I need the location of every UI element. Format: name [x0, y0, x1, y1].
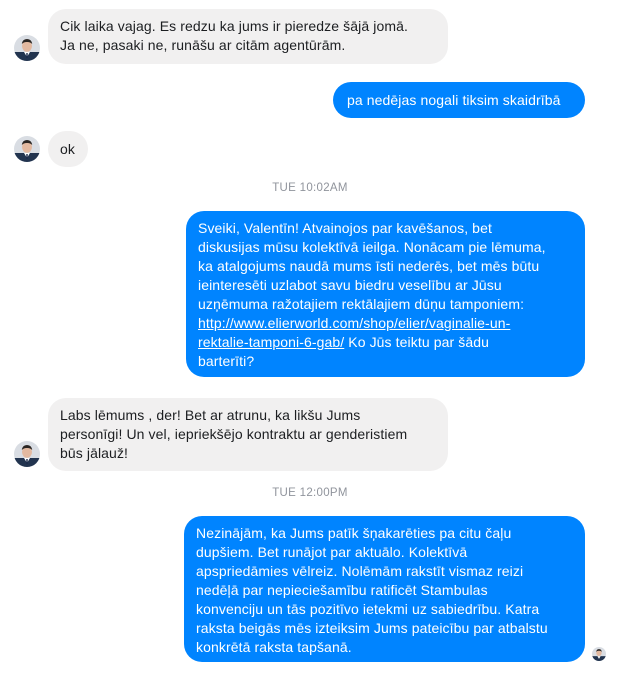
message-text-line: Nezinājām, ka Jums patīk šņakarēties pa citu čaļu [196, 525, 512, 541]
message-text-line: būs jālauž! [60, 445, 129, 461]
incoming-message-bubble[interactable] [48, 131, 88, 167]
shop-link[interactable]: http://www.elierworld.com/shop/elier/vaginalie-un- [198, 315, 511, 331]
message-text-line: personīgi! Un vel, iepriekšējo kontraktu ar genderistiem [60, 426, 408, 442]
message-text-line: raksta beigās mēs izteiksim Jums pateicību par atbalstu [196, 620, 548, 636]
message-text-fragment: Ko Jūs teiktu par šādu [344, 334, 489, 350]
message-text-line: uzņēmuma ražotajiem rektālajiem dūņu tamponiem: [198, 296, 525, 312]
message-text-line: ka atalgojums naudā mums īsti nederēs, bet mēs būtu [198, 258, 540, 274]
message-text-line: nedēļā par nepieciešamību ratificēt Stambulas [196, 582, 488, 598]
timestamp-divider: TUE 10:02AM [272, 182, 348, 194]
message-text-line: konvenciju un tās pozitīvo ietekmi uz sabiedrību. Katra [196, 601, 540, 617]
message-text-line: ok [60, 141, 75, 157]
message-text-line: barterīti? [198, 353, 255, 369]
message-text-line: ieinteresēti uzlabot savu biedru veselību ar Jūsu [198, 277, 502, 293]
incoming-message-bubble[interactable] [48, 9, 448, 64]
person-avatar-icon [14, 35, 40, 61]
timestamp-divider: TUE 12:00PM [272, 487, 348, 499]
outgoing-message-bubble[interactable] [184, 516, 585, 662]
outgoing-message-bubble[interactable] [186, 211, 585, 377]
message-link-line [198, 333, 573, 352]
message-text-line: dupšiem. Bet runājot par aktuālo. Kolektīvā [196, 544, 468, 560]
message-text-line: Ja ne, pasaki ne, runāšu ar citām agentūrām. [60, 37, 346, 53]
person-avatar-icon [592, 647, 606, 661]
message-link-line [198, 314, 573, 333]
person-avatar-icon [14, 441, 40, 467]
contact-avatar-icon[interactable] [14, 35, 40, 61]
person-avatar-icon [14, 136, 40, 162]
message-text-line: konkrētā raksta tapšanā. [196, 639, 352, 655]
message-text-line: Sveiki, Valentīn! Atvainojos par kavēšanos, bet [198, 220, 492, 236]
message-text-line: Cik laika vajag. Es redzu ka jums ir pieredze šājā jomā. [60, 18, 408, 34]
contact-avatar-icon[interactable] [14, 136, 40, 162]
message-text-line: diskusijas mūsu kolektīvā ieilga. Nonācam pie lēmuma, [198, 239, 546, 255]
read-receipt-avatar-icon [592, 647, 606, 661]
message-text-line: apspriedāmies vēlreiz. Nolēmām rakstīt vismaz reizi [196, 563, 524, 579]
incoming-message-bubble[interactable] [48, 398, 448, 471]
message-text-line: Labs lēmums , der! Bet ar atrunu, ka likšu Jums [60, 407, 361, 423]
message-text-line: pa nedējas nogali tiksim skaidrībā [347, 92, 561, 108]
outgoing-message-bubble[interactable] [333, 82, 585, 118]
contact-avatar-icon[interactable] [14, 441, 40, 467]
shop-link[interactable]: rektalie-tamponi-6-gab/ [198, 334, 345, 350]
